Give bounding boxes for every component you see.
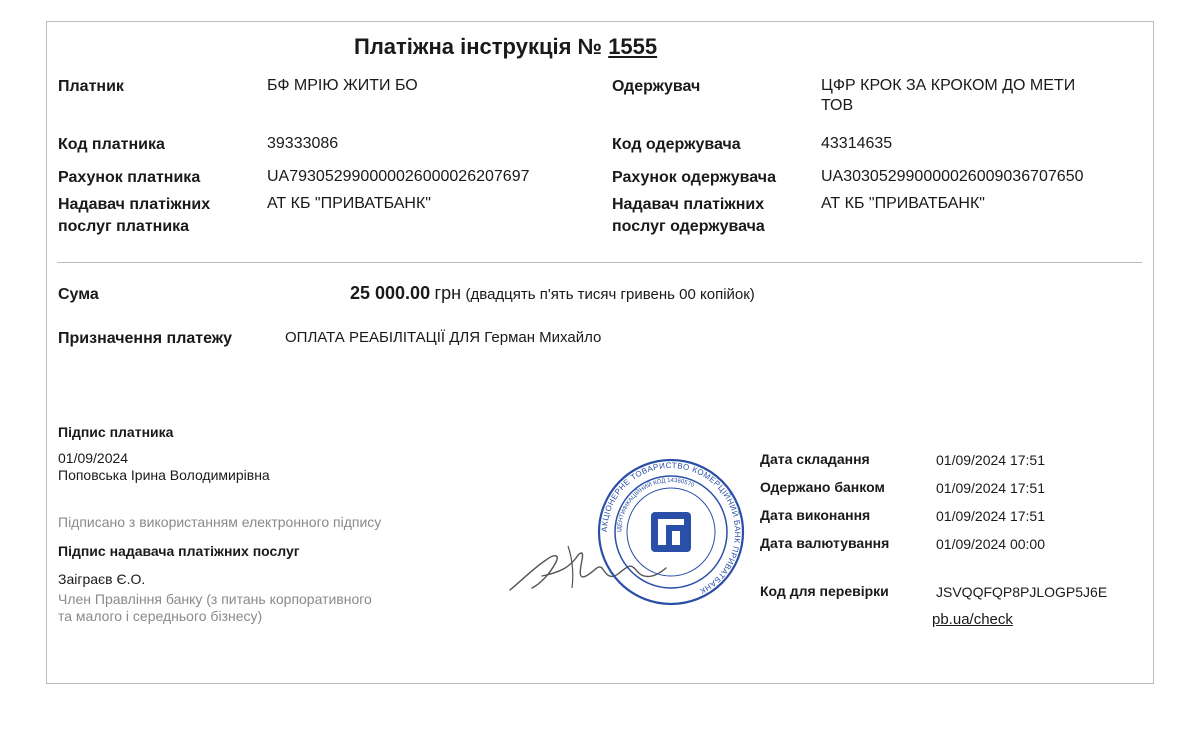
- date-value-label: Дата валютування: [760, 535, 890, 551]
- payer-signature-name: Поповська Ірина Володимирівна: [58, 467, 270, 483]
- date-compiled-value: 01/09/2024 17:51: [936, 452, 1045, 468]
- check-link[interactable]: pb.ua/check: [932, 611, 1013, 628]
- payer-name: БФ МРІЮ ЖИТИ БО: [267, 77, 418, 94]
- date-compiled-label: Дата складання: [760, 451, 870, 467]
- recipient-provider-label-2: послуг одержувача: [612, 218, 765, 235]
- divider: [57, 262, 1142, 263]
- amount-words: (двадцять п'ять тисяч гривень 00 копійок): [465, 286, 755, 303]
- recipient-name-line2: ТОВ: [821, 97, 854, 114]
- recipient-code: 43314635: [821, 135, 893, 152]
- document-title: [354, 34, 657, 60]
- title-prefix: Платіжна інструкція №: [354, 34, 603, 59]
- recipient-account: UA303052990000026009036707650: [821, 168, 1084, 185]
- amount-line: [350, 283, 755, 304]
- recipient-code-label: Код одержувача: [612, 136, 741, 153]
- document-number: 1555: [608, 34, 658, 59]
- recipient-provider: АТ КБ "ПРИВАТБАНК": [821, 195, 985, 212]
- recipient-provider-label-1: Надавач платіжних: [612, 196, 765, 213]
- payer-code-label: Код платника: [58, 136, 165, 153]
- e-signature-note: Підписано з використанням електронного підпису: [58, 514, 382, 530]
- purpose-label: Призначення платежу: [58, 330, 233, 347]
- payer-provider: АТ КБ "ПРИВАТБАНК": [267, 195, 431, 212]
- amount-value: 25 000.00: [350, 283, 431, 303]
- payer-account-label: Рахунок платника: [58, 169, 201, 186]
- date-executed-label: Дата виконання: [760, 507, 871, 523]
- date-value-value: 01/09/2024 00:00: [936, 536, 1045, 552]
- stamp-ring-text: АКЦІОНЕРНЕ ТОВАРИСТВО КОМЕРЦІЙНИЙ БАНК ПРИВАТБАНК: [599, 460, 743, 596]
- provider-signer-name: Заіграєв Є.О.: [58, 571, 146, 587]
- recipient-account-label: Рахунок одержувача: [612, 169, 776, 186]
- provider-signer-position-1: Член Правління банку (з питань корпоративного: [58, 591, 372, 607]
- payer-provider-label-1: Надавач платіжних: [58, 196, 211, 213]
- date-received-label: Одержано банком: [760, 479, 885, 495]
- check-code-label: Код для перевірки: [760, 583, 889, 599]
- bank-stamp: [596, 457, 746, 607]
- stamp-inner-text: ІДЕНТИФІКАЦІЙНИЙ КОД 14360570: [616, 477, 695, 533]
- purpose-text: ОПЛАТА РЕАБІЛІТАЦІЇ ДЛЯ Герман Михайло: [285, 329, 602, 346]
- date-executed-value: 01/09/2024 17:51: [936, 508, 1045, 524]
- amount-currency: грн: [434, 283, 462, 303]
- date-received-value: 01/09/2024 17:51: [936, 480, 1045, 496]
- payer-provider-label-2: послуг платника: [58, 218, 190, 235]
- check-code: JSVQQFQP8PJLOGP5J6E: [936, 584, 1108, 600]
- provider-signer-position-2: та малого і середнього бізнесу): [58, 608, 263, 624]
- payer-signature-label: Підпис платника: [58, 424, 174, 440]
- payer-account: UA793052990000026000026207697: [267, 168, 530, 185]
- payer-code: 39333086: [267, 135, 339, 152]
- recipient-name-line1: ЦФР КРОК ЗА КРОКОМ ДО МЕТИ: [821, 77, 1076, 94]
- provider-signature-label: Підпис надавача платіжних послуг: [58, 543, 300, 559]
- payer-signature-date: 01/09/2024: [58, 450, 129, 466]
- amount-label: Сума: [58, 286, 99, 303]
- payer-label: Платник: [58, 78, 124, 95]
- recipient-label: Одержувач: [612, 78, 701, 95]
